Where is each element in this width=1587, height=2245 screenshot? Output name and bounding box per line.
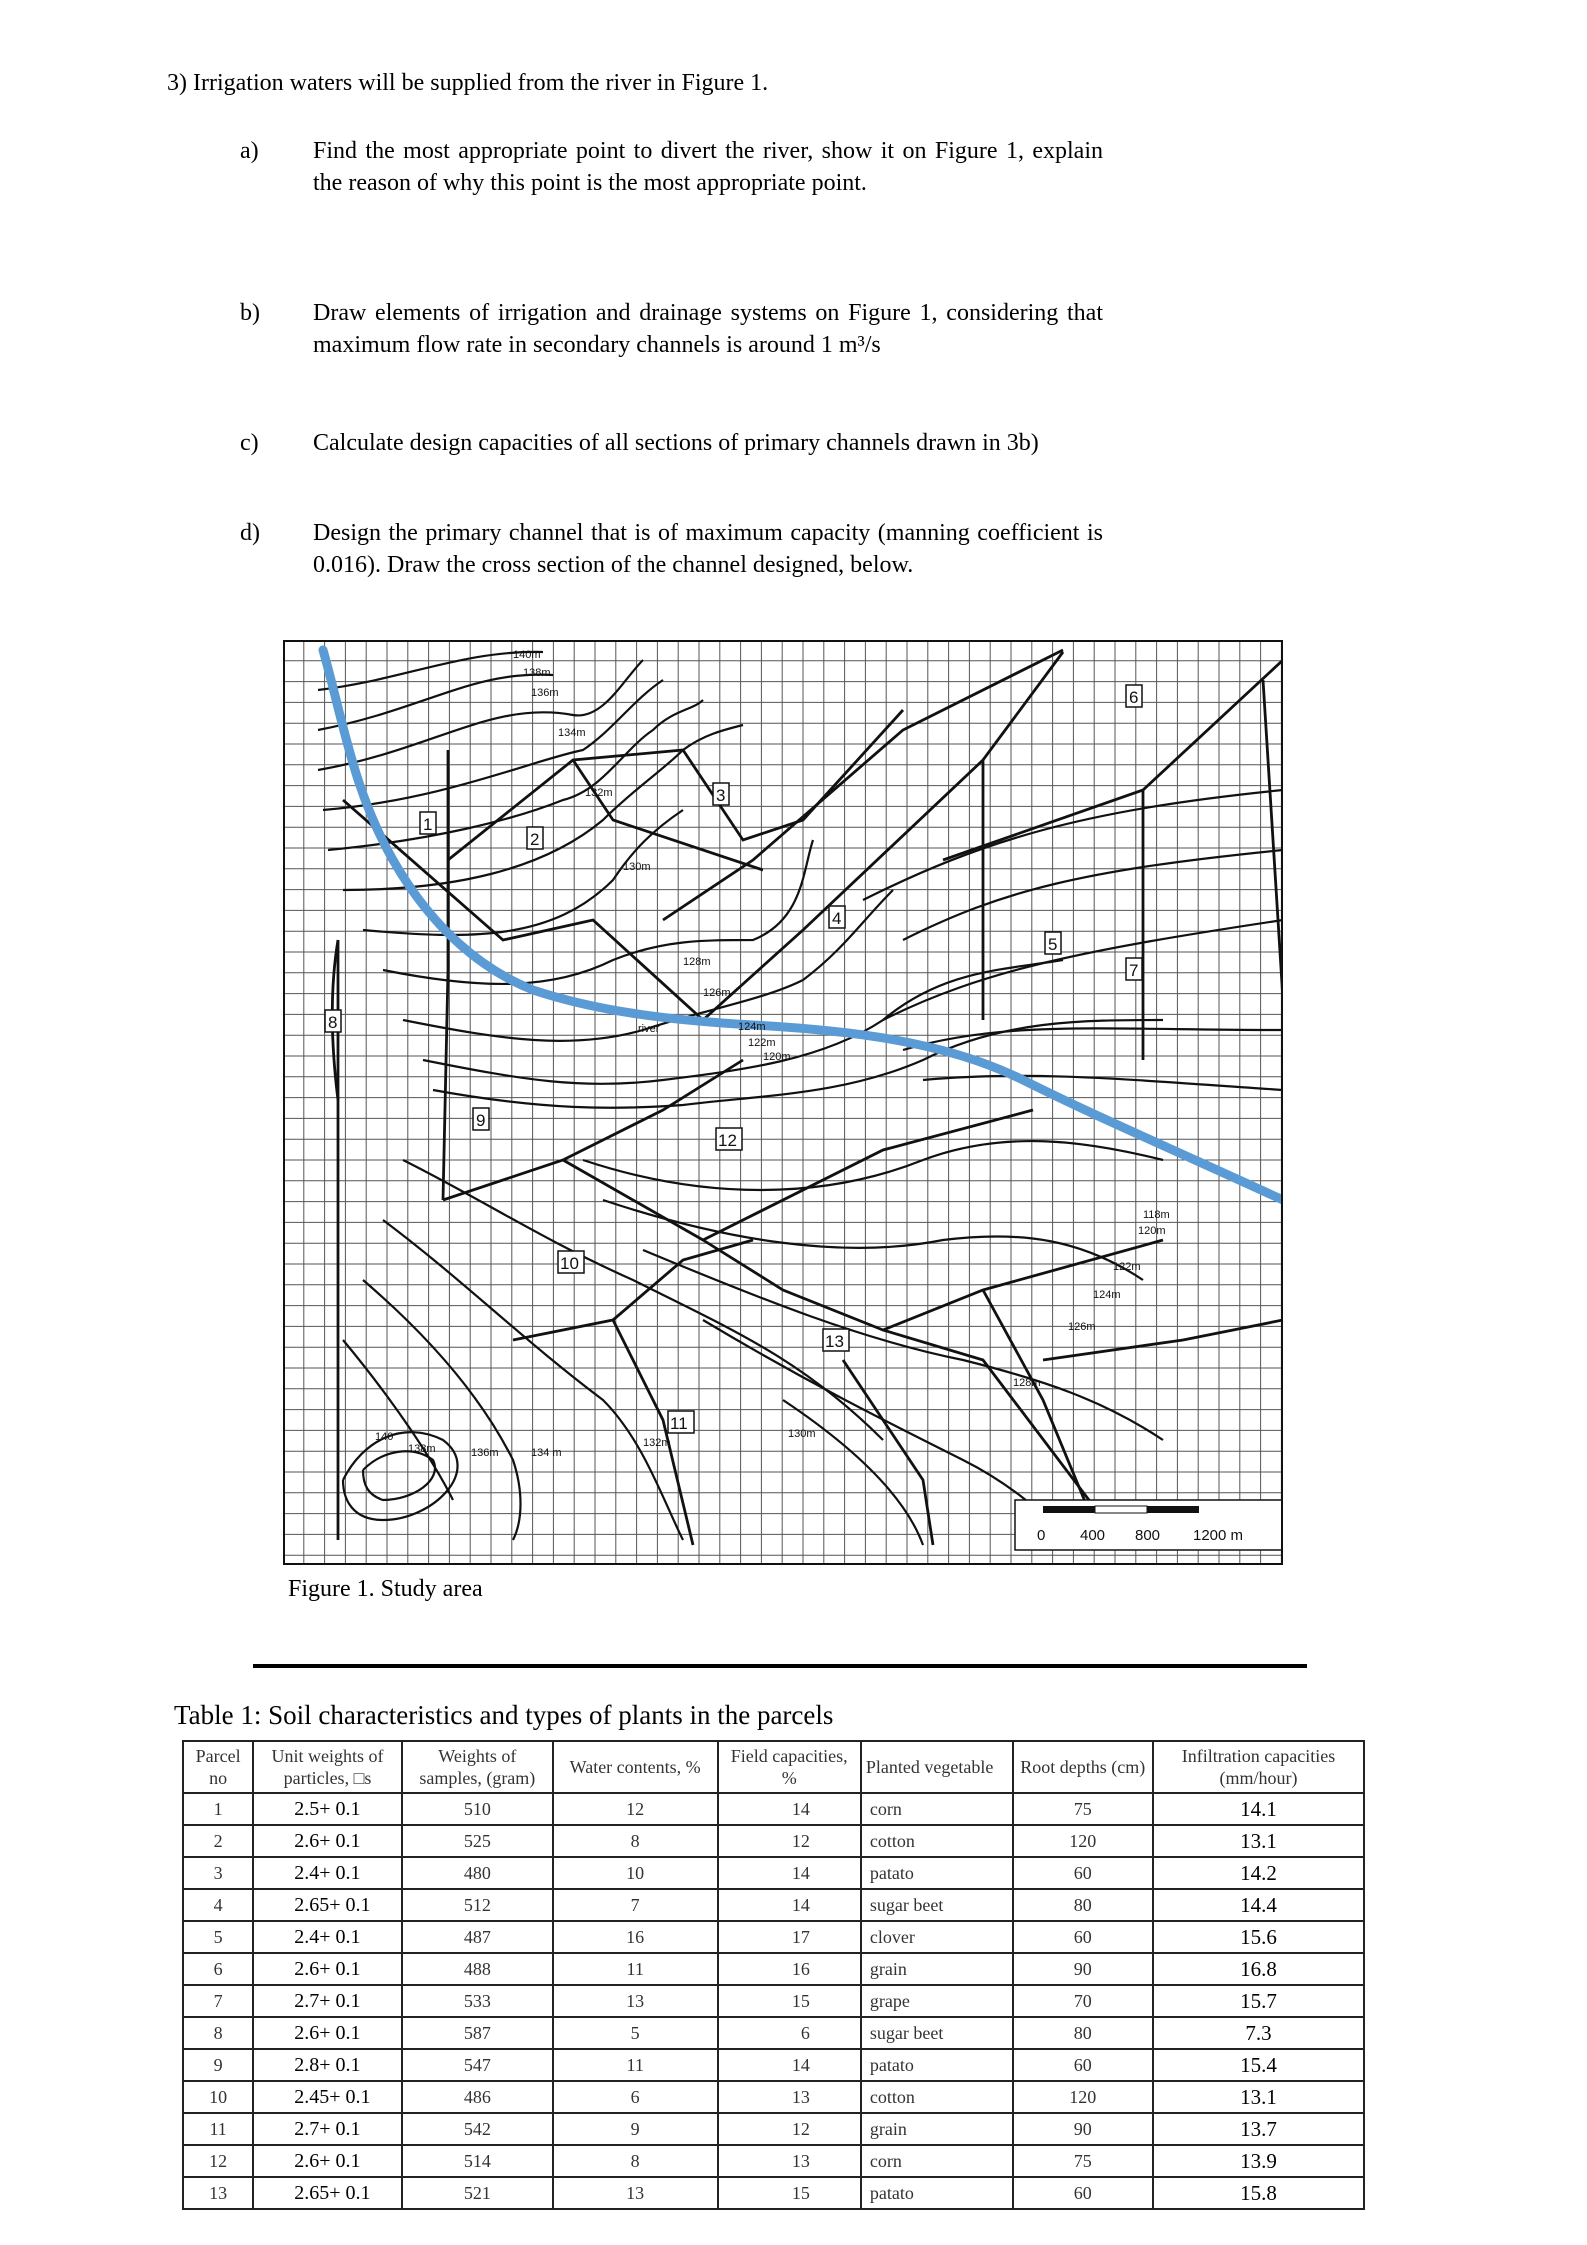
cell-root-depth: 70 bbox=[1013, 1985, 1153, 2017]
cell-field-capacity: 6 bbox=[718, 2017, 861, 2049]
header-unit-weights: Unit weights of particles, □s bbox=[253, 1741, 402, 1793]
cell-infiltration: 15.8 bbox=[1153, 2177, 1364, 2209]
header-weights-of-samples: Weights of samples, (gram) bbox=[402, 1741, 553, 1793]
contour-label: 140 bbox=[375, 1431, 394, 1443]
cell-infiltration: 14.2 bbox=[1153, 1857, 1364, 1889]
cell-root-depth: 80 bbox=[1013, 1889, 1153, 1921]
cell-water-content: 8 bbox=[553, 1825, 718, 1857]
scale-label: 800 bbox=[1135, 1527, 1161, 1544]
cell-infiltration: 14.4 bbox=[1153, 1889, 1364, 1921]
contour-label: 122m bbox=[748, 1037, 776, 1049]
contour-label: 124m bbox=[1093, 1289, 1121, 1301]
cell-water-content: 10 bbox=[553, 1857, 718, 1889]
parcel-number: 5 bbox=[1048, 935, 1058, 954]
item-text-a: Find the most appropriate point to divert the river, show it on Figure 1, explain the reason of why this point is the most appropriate point. bbox=[313, 138, 1103, 196]
cell-parcel-no: 5 bbox=[183, 1921, 253, 1953]
cell-unit-weight: 2.7+ 0.1 bbox=[253, 2113, 402, 2145]
cell-unit-weight: 2.45+ 0.1 bbox=[253, 2081, 402, 2113]
item-text-d: Design the primary channel that is of maximum capacity (manning coefficient is 0.016). Draw the cross section of the channel designed, below. bbox=[313, 520, 1103, 578]
cell-planted-vegetable: grain bbox=[861, 1953, 1013, 1985]
cell-sample-weight: 547 bbox=[402, 2049, 553, 2081]
parcel-box-13 bbox=[823, 1329, 849, 1351]
cell-parcel-no: 3 bbox=[183, 1857, 253, 1889]
parcel-box-11 bbox=[668, 1411, 694, 1433]
header-parcel-no: Parcel no bbox=[183, 1741, 253, 1793]
cell-infiltration: 7.3 bbox=[1153, 2017, 1364, 2049]
item-label-c: c) bbox=[240, 430, 259, 456]
scale-label: 0 bbox=[1037, 1527, 1046, 1544]
item-text-b: Draw elements of irrigation and drainage systems on Figure 1, considering that maximum flow rate in secondary channels is around 1 m³/s bbox=[313, 300, 1103, 358]
parcel-box-10 bbox=[558, 1251, 584, 1273]
cell-planted-vegetable: corn bbox=[861, 1793, 1013, 1825]
figure-caption: Figure 1. Study area bbox=[288, 1576, 483, 1602]
contour-line bbox=[318, 652, 543, 690]
cell-root-depth: 120 bbox=[1013, 2081, 1153, 2113]
parcel-box-5 bbox=[1045, 932, 1061, 954]
cell-field-capacity: 13 bbox=[718, 2145, 861, 2177]
cell-parcel-no: 9 bbox=[183, 2049, 253, 2081]
cell-root-depth: 60 bbox=[1013, 2177, 1153, 2209]
parcel-box-3 bbox=[713, 783, 729, 805]
cell-parcel-no: 2 bbox=[183, 1825, 253, 1857]
cell-field-capacity: 12 bbox=[718, 1825, 861, 1857]
cell-infiltration: 15.4 bbox=[1153, 2049, 1364, 2081]
parcel-number: 2 bbox=[530, 830, 540, 849]
parcel-number: 9 bbox=[476, 1111, 486, 1130]
cell-water-content: 9 bbox=[553, 2113, 718, 2145]
contour-line bbox=[923, 1076, 1283, 1090]
contour-label: 126m bbox=[703, 987, 731, 999]
header-field-capacities: Field capacities, % bbox=[718, 1741, 861, 1793]
contour-line bbox=[903, 850, 1283, 940]
question-item-a bbox=[240, 135, 1110, 205]
cell-parcel-no: 7 bbox=[183, 1985, 253, 2017]
parcel-box-7 bbox=[1126, 958, 1142, 980]
cell-infiltration: 13.7 bbox=[1153, 2113, 1364, 2145]
question-title: 3) Irrigation waters will be supplied from the river in Figure 1. bbox=[167, 70, 769, 96]
parcel-box-4 bbox=[829, 906, 845, 928]
contour-line bbox=[883, 920, 1283, 1020]
table-row bbox=[183, 2049, 1364, 2081]
contour-label: 128m bbox=[683, 956, 711, 968]
table-row bbox=[183, 2081, 1364, 2113]
table-row bbox=[183, 1953, 1364, 1985]
cell-root-depth: 80 bbox=[1013, 2017, 1153, 2049]
cell-parcel-no: 10 bbox=[183, 2081, 253, 2113]
parcel-number: 13 bbox=[825, 1332, 844, 1351]
contour-label: 122m bbox=[1113, 1261, 1141, 1273]
divider bbox=[253, 1664, 1307, 1668]
cell-field-capacity: 16 bbox=[718, 1953, 861, 1985]
cell-sample-weight: 525 bbox=[402, 1825, 553, 1857]
cell-parcel-no: 1 bbox=[183, 1793, 253, 1825]
cell-planted-vegetable: sugar beet bbox=[861, 2017, 1013, 2049]
cell-root-depth: 90 bbox=[1013, 1953, 1153, 1985]
cell-water-content: 11 bbox=[553, 2049, 718, 2081]
cell-water-content: 8 bbox=[553, 2145, 718, 2177]
question-item-c bbox=[240, 427, 1110, 467]
table-row bbox=[183, 2145, 1364, 2177]
parcel-box-12 bbox=[716, 1128, 742, 1150]
cell-sample-weight: 480 bbox=[402, 1857, 553, 1889]
cell-unit-weight: 2.6+ 0.1 bbox=[253, 2017, 402, 2049]
parcel-box-9 bbox=[473, 1108, 489, 1130]
cell-unit-weight: 2.5+ 0.1 bbox=[253, 1793, 402, 1825]
cell-planted-vegetable: corn bbox=[861, 2145, 1013, 2177]
item-label-d: d) bbox=[240, 520, 260, 546]
item-text-c: Calculate design capacities of all sections of primary channels drawn in 3b) bbox=[313, 430, 1039, 456]
cell-sample-weight: 488 bbox=[402, 1953, 553, 1985]
contour-label: 136m bbox=[531, 687, 559, 699]
cell-water-content: 13 bbox=[553, 2177, 718, 2209]
cell-sample-weight: 486 bbox=[402, 2081, 553, 2113]
cell-water-content: 6 bbox=[553, 2081, 718, 2113]
cell-field-capacity: 15 bbox=[718, 2177, 861, 2209]
cell-parcel-no: 6 bbox=[183, 1953, 253, 1985]
cell-planted-vegetable: grain bbox=[861, 2113, 1013, 2145]
cell-planted-vegetable: cotton bbox=[861, 1825, 1013, 1857]
parcel-number: 11 bbox=[670, 1414, 688, 1433]
cell-sample-weight: 542 bbox=[402, 2113, 553, 2145]
table-header-row bbox=[183, 1741, 1364, 1793]
contour-label: 136m bbox=[471, 1447, 499, 1459]
parcel-box-6 bbox=[1126, 685, 1142, 707]
table-row bbox=[183, 1985, 1364, 2017]
cell-water-content: 16 bbox=[553, 1921, 718, 1953]
cell-planted-vegetable: sugar beet bbox=[861, 1889, 1013, 1921]
cell-field-capacity: 14 bbox=[718, 1889, 861, 1921]
river-label: river bbox=[638, 1023, 660, 1035]
contour-label: 138m bbox=[408, 1443, 436, 1455]
contour-label: 140m bbox=[513, 649, 541, 661]
cell-water-content: 5 bbox=[553, 2017, 718, 2049]
cell-field-capacity: 14 bbox=[718, 1793, 861, 1825]
cell-unit-weight: 2.7+ 0.1 bbox=[253, 1985, 402, 2017]
cell-sample-weight: 514 bbox=[402, 2145, 553, 2177]
cell-sample-weight: 487 bbox=[402, 1921, 553, 1953]
header-water-contents: Water contents, % bbox=[553, 1741, 718, 1793]
cell-planted-vegetable: grape bbox=[861, 1985, 1013, 2017]
table-row bbox=[183, 1825, 1364, 1857]
cell-parcel-no: 13 bbox=[183, 2177, 253, 2209]
cell-root-depth: 60 bbox=[1013, 2049, 1153, 2081]
cell-unit-weight: 2.4+ 0.1 bbox=[253, 1857, 402, 1889]
parcel-boundary bbox=[513, 1320, 693, 1545]
contour-label: 124m bbox=[738, 1021, 766, 1033]
cell-field-capacity: 15 bbox=[718, 1985, 861, 2017]
item-label-b: b) bbox=[240, 300, 260, 326]
cell-unit-weight: 2.65+ 0.1 bbox=[253, 1889, 402, 1921]
question-item-d bbox=[240, 517, 1110, 587]
cell-parcel-no: 8 bbox=[183, 2017, 253, 2049]
parcel-number: 4 bbox=[832, 909, 842, 928]
cell-infiltration: 16.8 bbox=[1153, 1953, 1364, 1985]
contour-line bbox=[583, 1141, 1163, 1190]
study-area-map bbox=[283, 640, 1283, 1565]
cell-root-depth: 60 bbox=[1013, 1921, 1153, 1953]
cell-unit-weight: 2.65+ 0.1 bbox=[253, 2177, 402, 2209]
contour-line bbox=[343, 1340, 453, 1500]
cell-parcel-no: 11 bbox=[183, 2113, 253, 2145]
table-row bbox=[183, 1793, 1364, 1825]
header-planted-vegetable: Planted vegetable bbox=[861, 1741, 1013, 1793]
cell-field-capacity: 14 bbox=[718, 1857, 861, 1889]
item-label-a: a) bbox=[240, 138, 259, 164]
cell-root-depth: 75 bbox=[1013, 2145, 1153, 2177]
cell-unit-weight: 2.6+ 0.1 bbox=[253, 1825, 402, 1857]
cell-infiltration: 15.7 bbox=[1153, 1985, 1364, 2017]
contour-label: 130m bbox=[788, 1428, 816, 1440]
header-infiltration-capacities: Infiltration capacities (mm/hour) bbox=[1153, 1741, 1364, 1793]
cell-water-content: 7 bbox=[553, 1889, 718, 1921]
cell-parcel-no: 12 bbox=[183, 2145, 253, 2177]
cell-parcel-no: 4 bbox=[183, 1889, 253, 1921]
table-row bbox=[183, 1921, 1364, 1953]
contour-label: 128m bbox=[1013, 1377, 1041, 1389]
cell-infiltration: 13.1 bbox=[1153, 1825, 1364, 1857]
parcel-box-8 bbox=[325, 1010, 341, 1032]
contour-label: 138m bbox=[523, 667, 551, 679]
question-item-b bbox=[240, 297, 1110, 367]
cell-water-content: 13 bbox=[553, 1985, 718, 2017]
map-grid bbox=[283, 640, 1283, 1565]
parcel-number: 3 bbox=[716, 786, 726, 805]
header-root-depths: Root depths (cm) bbox=[1013, 1741, 1153, 1793]
parcel-number: 12 bbox=[718, 1131, 737, 1150]
table-row bbox=[183, 1857, 1364, 1889]
cell-root-depth: 120 bbox=[1013, 1825, 1153, 1857]
parcel-box-2 bbox=[527, 827, 543, 849]
contour-label: 134 m bbox=[531, 1447, 562, 1459]
scale-label: 400 bbox=[1080, 1527, 1106, 1544]
cell-infiltration: 15.6 bbox=[1153, 1921, 1364, 1953]
parcel-boundary bbox=[943, 660, 1283, 860]
cell-water-content: 11 bbox=[553, 1953, 718, 1985]
scale-label: 1200 m bbox=[1193, 1527, 1244, 1544]
cell-sample-weight: 512 bbox=[402, 1889, 553, 1921]
cell-field-capacity: 13 bbox=[718, 2081, 861, 2113]
cell-unit-weight: 2.4+ 0.1 bbox=[253, 1921, 402, 1953]
cell-planted-vegetable: patato bbox=[861, 1857, 1013, 1889]
parcel-number: 1 bbox=[423, 815, 433, 834]
contour-label: 120m bbox=[763, 1051, 791, 1063]
cell-infiltration: 14.1 bbox=[1153, 1793, 1364, 1825]
scale-bar bbox=[1015, 1500, 1283, 1550]
cell-unit-weight: 2.8+ 0.1 bbox=[253, 2049, 402, 2081]
cell-infiltration: 13.9 bbox=[1153, 2145, 1364, 2177]
contour-label: 120m bbox=[1138, 1225, 1166, 1237]
cell-sample-weight: 533 bbox=[402, 1985, 553, 2017]
table-title: Table 1: Soil characteristics and types of plants in the parcels bbox=[174, 1700, 834, 1730]
parcel-box-1 bbox=[420, 812, 436, 834]
contour-label: 126m bbox=[1068, 1321, 1096, 1333]
contour-line bbox=[318, 660, 643, 770]
contour-label: 132m bbox=[585, 787, 613, 799]
cell-root-depth: 75 bbox=[1013, 1793, 1153, 1825]
cell-field-capacity: 12 bbox=[718, 2113, 861, 2145]
parcel-boundary bbox=[843, 1360, 933, 1545]
cell-unit-weight: 2.6+ 0.1 bbox=[253, 2145, 402, 2177]
parcel-number: 10 bbox=[560, 1254, 579, 1273]
cell-water-content: 12 bbox=[553, 1793, 718, 1825]
parcel-boundary bbox=[443, 750, 448, 1200]
cell-planted-vegetable: patato bbox=[861, 2177, 1013, 2209]
parcel-number: 7 bbox=[1129, 961, 1139, 980]
contour-line bbox=[903, 1028, 1283, 1050]
cell-field-capacity: 14 bbox=[718, 2049, 861, 2081]
table-row bbox=[183, 2113, 1364, 2145]
cell-sample-weight: 510 bbox=[402, 1793, 553, 1825]
cell-sample-weight: 587 bbox=[402, 2017, 553, 2049]
table-row bbox=[183, 2177, 1364, 2209]
contour-line bbox=[643, 1250, 1163, 1440]
contour-label: 118m bbox=[1143, 1209, 1170, 1221]
cell-planted-vegetable: clover bbox=[861, 1921, 1013, 1953]
cell-field-capacity: 17 bbox=[718, 1921, 861, 1953]
parcel-boundary bbox=[573, 760, 763, 870]
parcel-boundary bbox=[448, 710, 903, 860]
contour-label: 132m bbox=[643, 1437, 671, 1449]
cell-infiltration: 13.1 bbox=[1153, 2081, 1364, 2113]
cell-sample-weight: 521 bbox=[402, 2177, 553, 2209]
table-row bbox=[183, 2017, 1364, 2049]
cell-root-depth: 90 bbox=[1013, 2113, 1153, 2145]
contour-label: 134m bbox=[558, 727, 586, 739]
contour-label: 130m bbox=[623, 861, 651, 873]
table-row bbox=[183, 1889, 1364, 1921]
parcel-number: 8 bbox=[328, 1013, 338, 1032]
cell-planted-vegetable: cotton bbox=[861, 2081, 1013, 2113]
cell-unit-weight: 2.6+ 0.1 bbox=[253, 1953, 402, 1985]
parcel-number: 6 bbox=[1129, 688, 1139, 707]
cell-root-depth: 60 bbox=[1013, 1857, 1153, 1889]
soil-table bbox=[182, 1740, 1365, 2210]
cell-planted-vegetable: patato bbox=[861, 2049, 1013, 2081]
